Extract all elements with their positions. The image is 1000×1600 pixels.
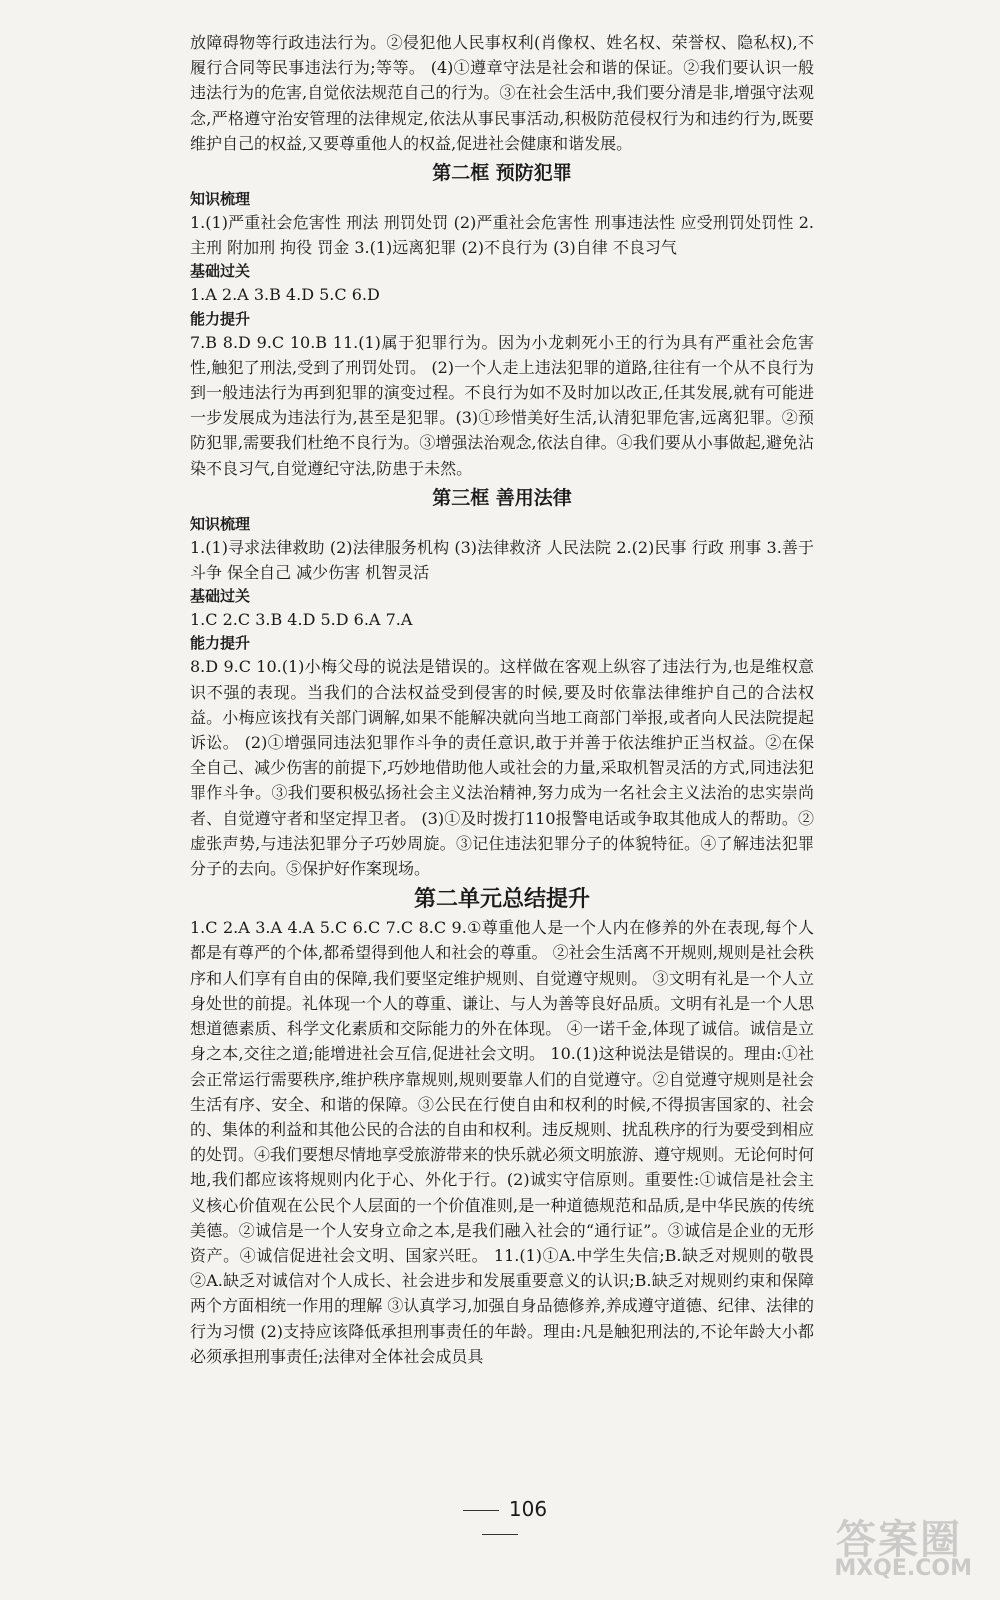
subheading-basic-2: 基础过关 <box>190 587 251 606</box>
page-number-dash-right <box>482 1534 518 1535</box>
subheading-knowledge-2: 知识梳理 <box>190 514 251 533</box>
subheading-knowledge: 知识梳理 <box>190 190 251 209</box>
unit-summary-title: 第二单元总结提升 <box>413 886 590 913</box>
watermark-logo <box>782 1508 982 1588</box>
text-block-1: 放障碍物等行政违法行为。②侵犯他人民事权利(肖像权、姓名权、荣誉权、隐私权),不履行合同等民事违法行为;等等。 (4)①遵章守法是社会和谐的保证。②我们要认识一般违法行为的危害,自觉依法规范自己的行为。③在社会生活中,我们要分清是非,增强守法观念,严格遵守治安管理的法律规定,依法从事民事活动,积极防范侵权行为和违约行为,既要维护自己的权益,又要尊重他人的权益,促进社会健康和谐发展。 <box>190 33 814 153</box>
text-block-7: 8.D 9.C 10.(1)小梅父母的说法是错误的。这样做在客观上纵容了违法行为,也是维权意识不强的表现。当我们的合法权益受到侵害的时候,要及时依靠法律维护自己的合法权益。小梅应该找有关部门调解,如果不能解决就向当地工商部门举报,或者向人民法院提起诉讼。 (2)①增强同违法犯罪作斗争的责任意识,敢于并善于依法维护正当权益。②在保全自己、减少伤害的前提下,巧妙地借助他人或社会的力量,采取机智灵活的方式,同违法犯罪作斗争。③我们要积极弘扬社会主义法治精神,努力成为一名社会主义法治的忠实崇尚者、自觉遵守者和坚定捍卫者。 (3)①及时拨打110报警电话或争取其他成人的帮助。②虚张声势,与违法犯罪分子巧妙周旋。③记住违法犯罪分子的体貌特征。④了解违法犯罪分子的去向。⑤保护好作案现场。 <box>190 657 814 879</box>
section-title-2: 第二框 预防犯罪 <box>432 162 572 185</box>
answer-page <box>190 30 814 1369</box>
text-block-2: 1.(1)严重社会危害性 刑法 刑罚处罚 (2)严重社会危害性 刑事违法性 应受刑罚处罚性 2.主刑 附加刑 拘役 罚金 3.(1)远离犯罪 (2)不良行为 (3)自律 不良习气 <box>190 213 814 258</box>
subheading-basic: 基础过关 <box>190 262 251 281</box>
text-block-3: 1.A 2.A 3.B 4.D 5.C 6.D <box>190 285 380 305</box>
section-title-3: 第三框 善用法律 <box>432 486 572 509</box>
text-block-6: 1.C 2.C 3.B 4.D 5.D 6.A 7.A <box>190 610 413 630</box>
page-number-value: 106 <box>508 1497 548 1521</box>
text-block-5: 1.(1)寻求法律救助 (2)法律服务机构 (3)法律救济 人民法院 2.(2)民事 行政 刑事 3.善于斗争 保全自己 减少伤害 机智灵活 <box>190 537 814 583</box>
subheading-ability: 能力提升 <box>190 309 251 328</box>
watermark-en: MXQE.COM <box>834 1556 972 1581</box>
subheading-ability-2: 能力提升 <box>190 634 251 653</box>
text-block-4: 7.B 8.D 9.C 10.B 11.(1)属于犯罪行为。因为小龙刺死小王的行为具有严重社会危害性,触犯了刑法,受到了刑罚处罚。 (2)一个人走上违法犯罪的道路,往往有一个从不良行为到一般违法行为再到犯罪的演变过程。不良行为如不及时加以改正,任其发展,就有可能进一步发展成为违法行为,甚至是犯罪。(3)①珍惜美好生活,认清犯罪危害,远离犯罪。②预防犯罪,需要我们杜绝不良行为。③增强法治观念,依法自律。④我们要从小事做起,避免沾染不良习气,自觉遵纪守法,防患于未然。 <box>190 332 814 478</box>
watermark-cn: 答案圈 <box>836 1517 962 1563</box>
page-number-dash-left <box>463 1510 499 1511</box>
page-number <box>430 1497 570 1545</box>
text-block-8: 1.C 2.A 3.A 4.A 5.C 6.C 7.C 8.C 9.①尊重他人是一个人内在修养的外在表现,每个人都是有尊严的个体,都希望得到他人和社会的尊重。 ②社会生活离不开规则,规则是社会秩序和人们享有自由的保障,我们要坚定维护规则、自觉遵守规则。 ③文明有礼是一个人立身处世的前提。礼体现一个人的尊重、谦让、与人为善等良好品质。文明有礼是一个人思想道德素质、科学文化素质和交际能力的外在体现。 ④一诺千金,体现了诚信。诚信是立身之本,交往之道;能增进社会互信,促进社会文明。 10.(1)这种说法是错误的。理由:①社会正常运行需要秩序,维护秩序靠规则,规则要靠人们的自觉遵守。②自觉遵守规则是社会生活有序、安全、和谐的保障。③公民在行使自由和权利的时候,不得损害国家的、社会的、集体的利益和其他公民的合法的自由和权利。违反规则、扰乱秩序的行为要受到相应的处罚。④我们要想尽情地享受旅游带来的快乐就必须文明旅游、遵守规则。无论何时何地,我们都应该将规则内化于心、外化于行。(2)诚实守信原则。重要性:①诚信是社会主义核心价值观在公民个人层面的一个价值准则,是一种道德规范和品质,是中华民族的传统美德。②诚信是一个人安身立命之本,是我们融入社会的“通行证”。③诚信是企业的无形资产。④诚信促进社会文明、国家兴旺。 11.(1)①A.中学生失信;B.缺乏对规则的敬畏 ②A.缺乏对诚信对个人成长、社会进步和发展重要意义的认识;B.缺乏对规则约束和保障两个方面相统一作用的理解 ③认真学习,加强自身品德修养,养成遵守道德、纪律、法律的行为习惯 (2)支持应该降低承担刑事责任的年龄。理由:凡是触犯刑法的,不论年龄大小都必须承担刑事责任;法律对全体社会成员具 <box>190 918 815 1366</box>
